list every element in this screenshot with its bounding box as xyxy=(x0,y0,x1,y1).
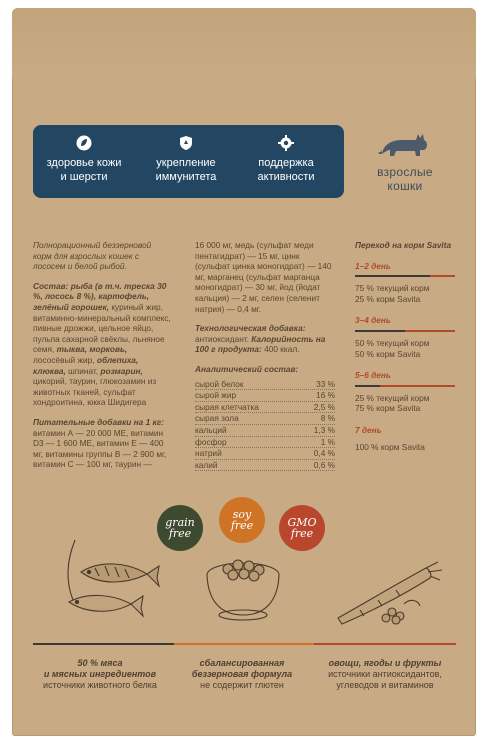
analysis-name: сырой белок xyxy=(195,378,244,389)
analysis-table: Аналитический состав: сырой белок 33 % сырой жир 16 % сырая клетчатка 2,5 % сырая зола 8 % кальций 1,3 % фосфор 1 % натрий 0,4 % калий 0,6 % xyxy=(195,363,335,470)
analysis-row xyxy=(195,460,335,472)
analysis-name: натрий xyxy=(195,448,222,459)
transition-savita: 75 % корм Savita xyxy=(355,403,421,414)
transition-savita: 50 % корм Savita xyxy=(355,348,421,359)
benefit-text: здоровье кожи xyxy=(46,157,122,169)
footer-bar-meat xyxy=(33,643,174,645)
nutrition-column xyxy=(195,240,335,471)
analysis-value: 1 % xyxy=(320,436,335,447)
gear-icon xyxy=(278,135,294,151)
analysis-row xyxy=(195,390,335,402)
transition-step xyxy=(355,261,455,305)
transition-column xyxy=(355,240,455,463)
analysis-value: 1,3 % xyxy=(313,424,335,435)
benefit-text: активности xyxy=(257,171,315,183)
analysis-value: 0,6 % xyxy=(313,459,335,470)
gmo-free-badge: GMO free xyxy=(279,505,325,551)
analysis-row xyxy=(195,379,335,391)
audience-block xyxy=(355,128,455,193)
composition-column xyxy=(33,240,171,479)
leaf-icon xyxy=(76,135,92,151)
additives-continued: 16 000 мг, медь (сульфат меди пентагидрат) — 15 мг, цинк (сульфат цинка моногидрат) — 140 мг, марганец (сульфат марганца моногидрат) — 30 мг, йод (йодат кальция) — 2 мг, селен (селенит натрия) — 0,4 мг. xyxy=(195,240,332,314)
benefit-text: укрепление xyxy=(156,157,216,169)
food-bowl-illustration xyxy=(198,545,288,625)
analysis-name: сырой жир xyxy=(195,390,237,401)
transition-ratio-bar xyxy=(355,275,455,277)
shield-icon xyxy=(178,135,194,151)
transition-day: 5–6 день xyxy=(355,370,391,381)
analysis-row xyxy=(195,413,335,425)
transition-step xyxy=(355,315,455,359)
grain-free-badge: grain free xyxy=(157,505,203,551)
analysis-row xyxy=(195,437,335,449)
footer-meat: 50 % мяса и мясных ингредиентов источники животного белка xyxy=(43,658,157,690)
transition-ratio-bar xyxy=(355,330,455,332)
transition-current: 25 % текущий корм xyxy=(355,392,430,403)
benefit-text: иммунитета xyxy=(155,171,217,183)
analysis-value: 0,4 % xyxy=(313,448,335,459)
transition-step xyxy=(355,370,455,414)
analysis-name: калий xyxy=(195,459,218,470)
analysis-value: 8 % xyxy=(320,413,335,424)
benefit-immunity xyxy=(138,133,234,184)
tech-additive: Технологическая добавка: антиоксидант. Калорийность на 100 г продукта: 400 ккал. xyxy=(195,323,326,355)
analysis-name: сырая клетчатка xyxy=(195,401,259,412)
benefit-text: поддержка xyxy=(258,157,314,169)
transition-savita: 25 % корм Savita xyxy=(355,293,421,304)
analysis-name: сырая зола xyxy=(195,413,239,424)
transition-savita: 100 % корм Savita xyxy=(355,441,425,452)
transition-day: 3–4 день xyxy=(355,315,391,326)
analysis-row xyxy=(195,448,335,460)
intro-text: Полнорационный беззерновой корм для взрослых кошек с лососем и белой рыбой. xyxy=(33,240,152,272)
soy-free-badge: soy free xyxy=(219,497,265,543)
composition-text: Состав: рыба (в т.ч. треска 30 %, лосось 8 %), картофель, зелёный горошек, куриный жир, витаминно-минеральный комплекс, пивные дрожжи, цельное яйцо, пульпа сахарной свёклы, льняное семя, тыква, морковь, лососёвый жир, облепиха, клюква, шпинат, розмарин, цикорий, таурин, глюкозамин из животных тканей, сульфат хондроитина, юкка Шидигера xyxy=(33,280,171,408)
vegetables-illustration xyxy=(330,560,445,630)
analysis-name: фосфор xyxy=(195,436,227,447)
transition-ratio-bar xyxy=(355,385,455,387)
additives-text: Питательные добавки на 1 кг: витамин А — 20 000 МЕ, витамин D3 — 1 600 МЕ, витамин Е — 400 мг, витамины группы В — 2 900 мг, витамин С — 100 мг, таурин — xyxy=(33,416,167,470)
benefit-activity xyxy=(238,133,334,184)
footer-vegetables: овощи, ягоды и фрукты источники антиоксидантов, углеводов и витаминов xyxy=(328,658,442,690)
footer-formula: сбалансированная беззерновая формула не содержит глютен xyxy=(191,658,293,690)
cat-icon xyxy=(376,128,434,158)
transition-day: 1–2 день xyxy=(355,260,391,271)
footer-bar-vegetables xyxy=(314,643,456,645)
bag-top-fold xyxy=(12,8,476,78)
analysis-row xyxy=(195,402,335,414)
analysis-value: 2,5 % xyxy=(313,401,335,412)
analysis-value: 33 % xyxy=(316,378,335,389)
analysis-value: 16 % xyxy=(316,390,335,401)
transition-day: 7 день xyxy=(355,424,382,435)
footer-bar-formula xyxy=(174,643,314,645)
transition-current: 50 % текущий корм xyxy=(355,337,430,348)
benefits-banner xyxy=(33,125,344,198)
audience-text: кошки xyxy=(387,179,423,193)
audience-text: взрослые xyxy=(377,165,433,179)
fish-illustration xyxy=(55,530,165,630)
transition-current: 75 % текущий корм xyxy=(355,283,430,294)
analysis-row xyxy=(195,425,335,437)
benefit-skin xyxy=(36,133,132,184)
benefit-text: и шерсти xyxy=(60,171,108,183)
analysis-name: кальций xyxy=(195,424,227,435)
transition-title: Переход на корм Savita xyxy=(355,240,452,250)
transition-step xyxy=(355,425,455,452)
